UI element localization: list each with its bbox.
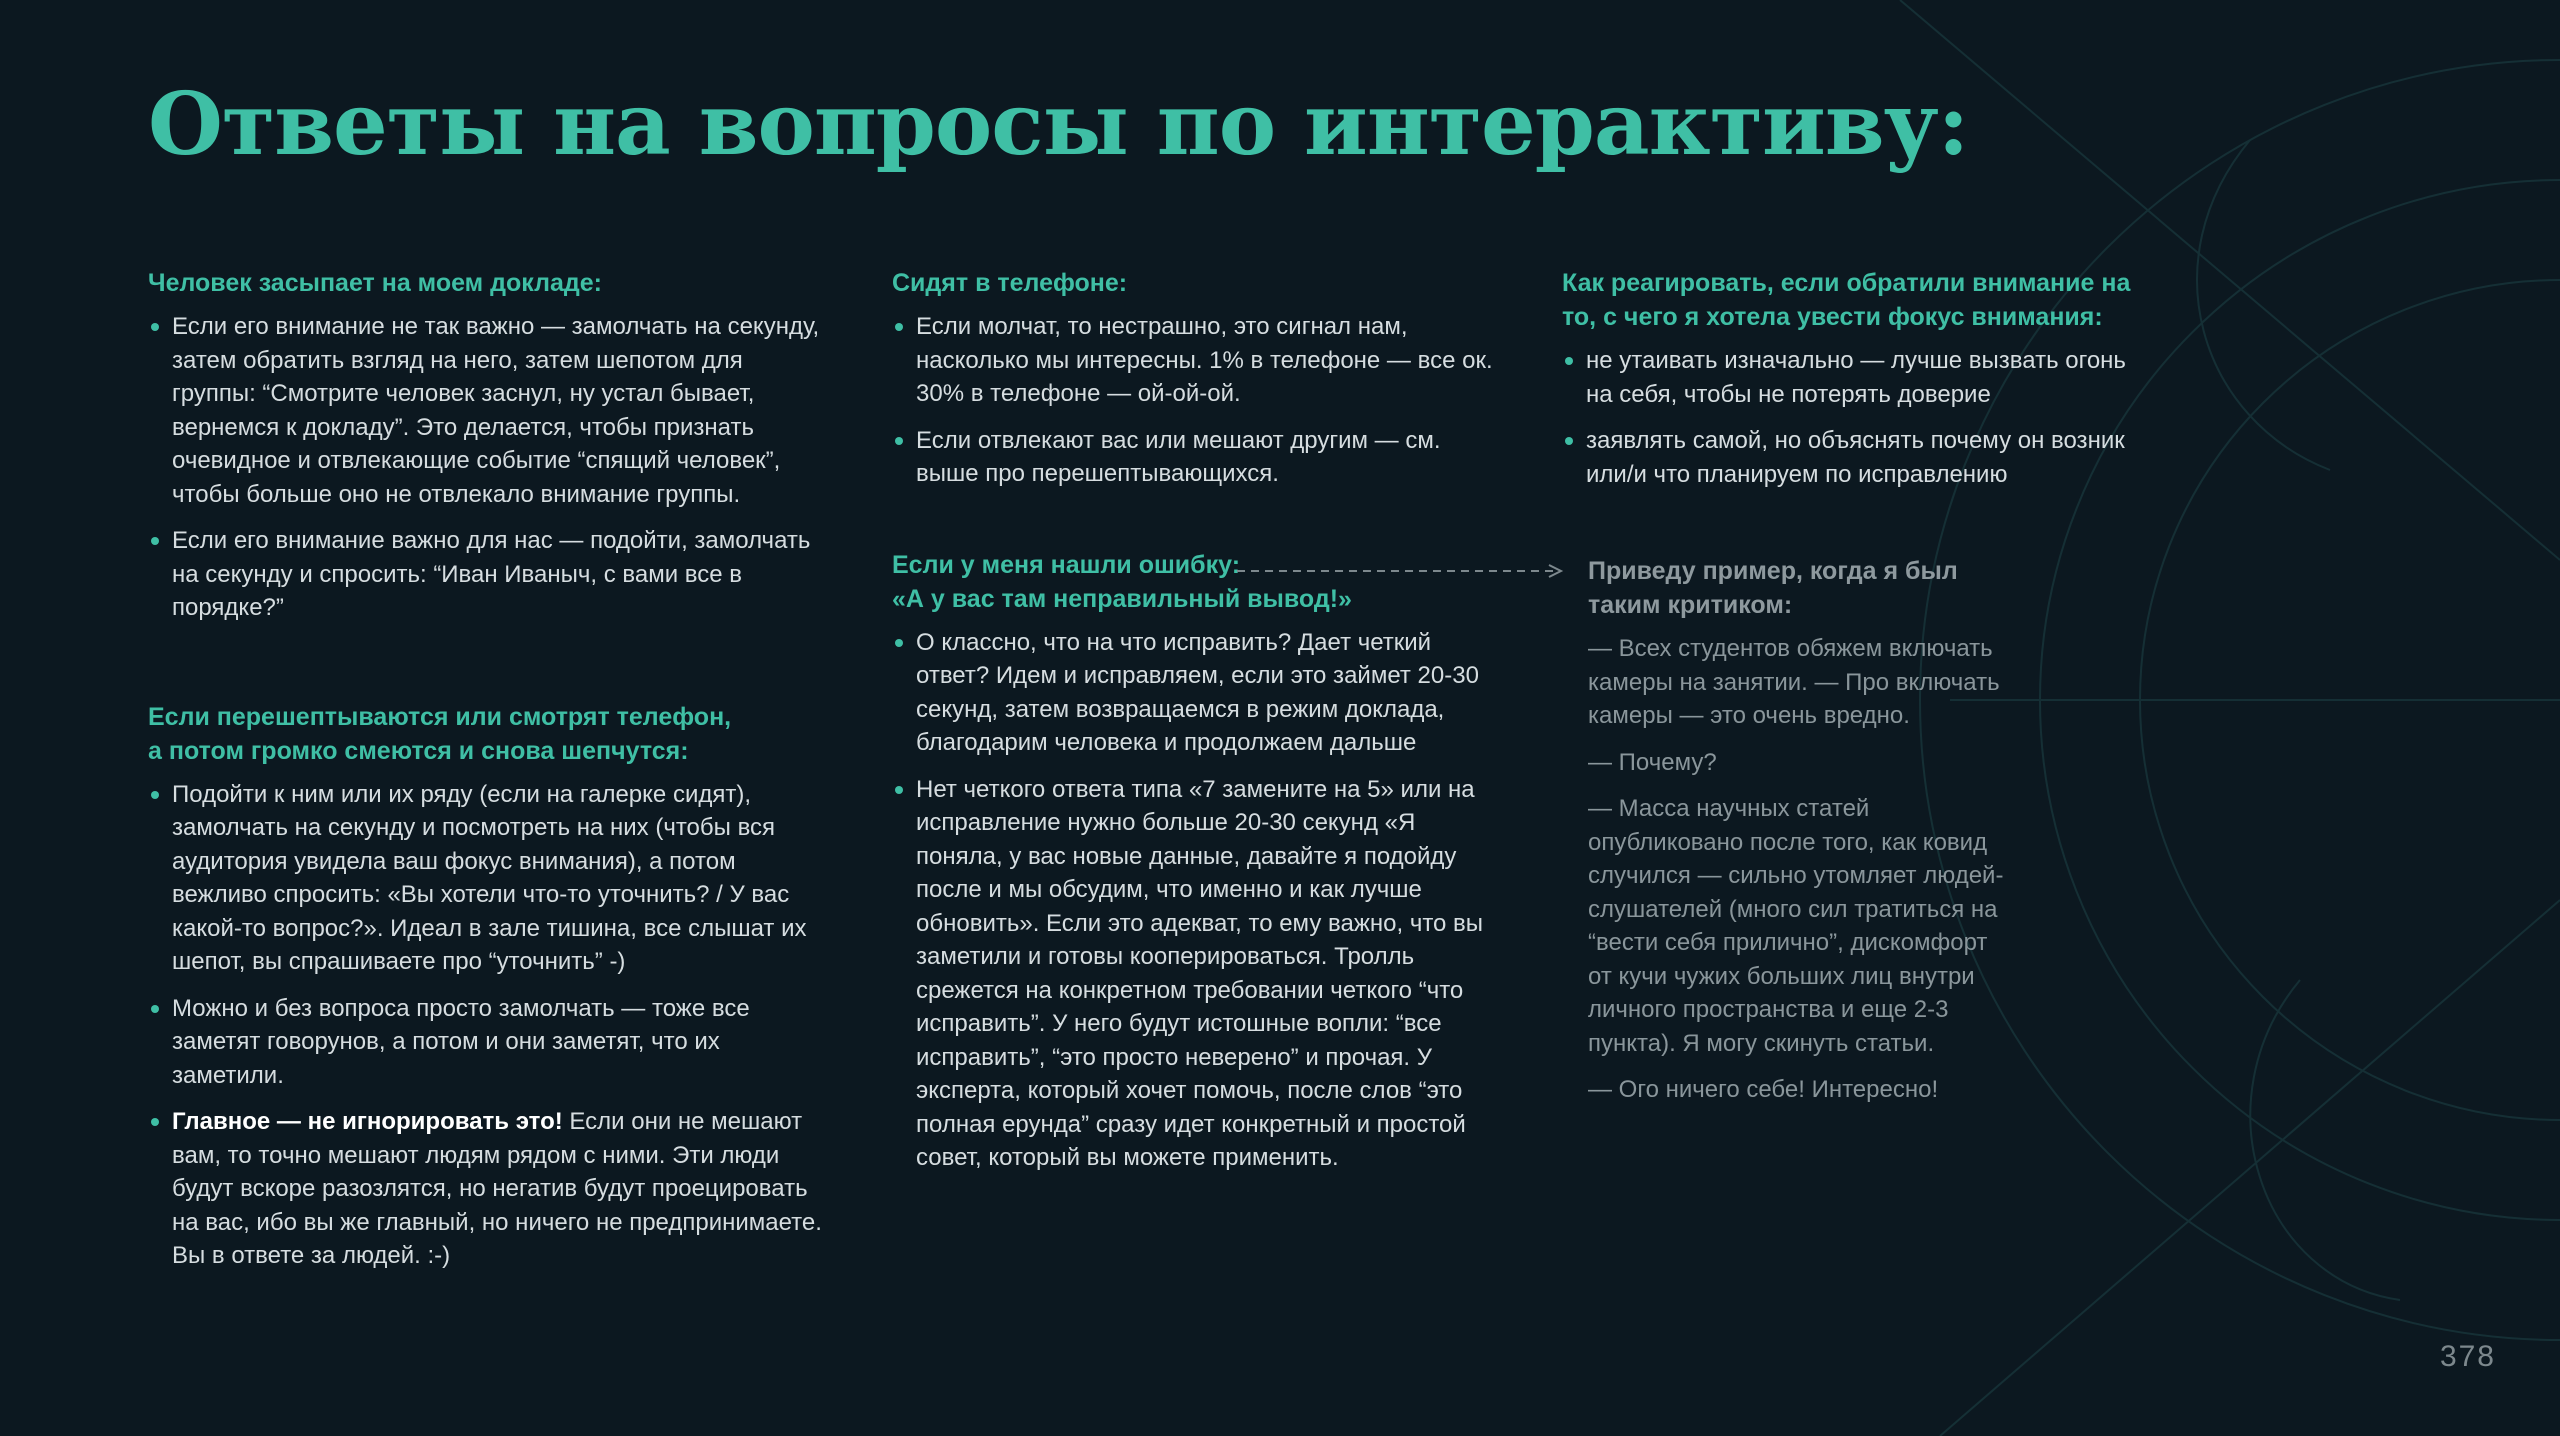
column-phones-and-errors [892,266,1502,1188]
list-item: Нет четкого ответа типа «7 замените на 5» или на исправление нужно больше 20-30 секунд «Я поняла, у вас новые данные, давайте я подойду после и мы обсудим, что именно и как лучше обновить». Если это адекват, то ему важно, что вы заметили и готовы кооперироваться. Тролль срежется на конкретном требовании четкого “что исправить”. У него будут истошные вопли: “все исправить”, “это просто неверено” и прочая. У эксперта, который хочет помочь, после слов “это полная ерунда” сразу идет конкретный и простой совет, который вы можете применить. [892,773,1502,1175]
list-item: заявлять самой, но объяснять почему он возник или/и что планируем по исправлению [1562,424,2142,491]
list-phones [892,310,1502,491]
heading-line: «А у вас там неправильный вывод!» [892,584,1352,613]
dashed-arrow-icon [1237,561,1567,581]
list-errors [892,626,1502,1175]
list-item: Если отвлекают вас или мешают другим — см. выше про перешептывающихся. [892,424,1502,491]
list-item: Подойти к ним или их ряду (если на галерке сидят), замолчать на секунду и посмотреть на них (чтобы вся аудитория увидела ваш фокус внимания), а потом вежливо спросить: «Вы хотели что-то уточнить? / У вас какой-то вопрос?». Идеал в зале тишина, все слышат их шепот, вы спрашиваете про “уточнить” -) [148,778,828,979]
heading-line: Приведу пример, когда я был [1588,557,1958,585]
heading-line: то, с чего я хотела увести фокус внимания: [1562,303,2103,331]
list-item-text: Если они не мешают вам, то точно мешают людям рядом с ними. Эти люди будут вскоре разозлятся, но негатив будут проецировать на вас, ибо вы же главный, но ничего не предпринимаете. Вы в ответе за людей. :-) [172,1108,822,1269]
heading-line: а потом громко смеются и снова шепчутся: [148,736,689,765]
dialog-line: — Масса научных статей опубликовано после того, как ковид случился — сильно утомляет людей-слушателей (много сил тратиться на “вести себя прилично”, дискомфорт от кучи чужих больших лиц внутри личного пространства и еще 2-3 пункта). Я могу скинуть статьи. [1588,795,2004,1057]
heading-line: таким критиком: [1588,591,1793,619]
dialog-example [1588,632,2008,1107]
list-sleeping [148,310,828,625]
column-critic-example [1588,554,2008,1120]
list-item [148,1105,828,1273]
section-heading-whispering [148,700,828,768]
list-item: О классно, что на что исправить? Дает четкий ответ? Идем и исправляем, если это займет 20-30 секунд, затем возвращаемся в режим доклада, благодарим человека и продолжаем дальше [892,626,1502,760]
section-heading-phones: Сидят в телефоне: [892,269,1128,297]
section-heading-critic [1588,554,2008,622]
list-item: Если молчат, то нестрашно, это сигнал нам, насколько мы интересны. 1% в телефоне — все ок. 30% в телефоне — ой-ой-ой. [892,310,1502,411]
emphasis-text: Главное — не игнорировать это! [172,1108,563,1135]
list-item: Если его внимание не так важно — замолчать на секунду, затем обратить взгляд на него, затем шепотом для группы: “Смотрите человек заснул, ну устал бывает, вернемся к докладу”. Это делается, чтобы признать очевидное и отвлекающие событие “спящий человек”, чтобы больше оно не отвлекало внимание группы. [148,310,828,511]
dialog-line: — Всех студентов обяжем включать камеры на занятии. — Про включать камеры — это очень вредно. [1588,635,2000,729]
list-item: Если его внимание важно для нас — подойти, замолчать на секунду и спросить: “Иван Иваныч, с вами все в порядке?” [148,524,828,625]
section-heading-focus [1562,266,2142,334]
column-sleeping-listener [148,266,828,1286]
list-focus [1562,344,2142,491]
list-item: не утаивать изначально — лучше вызвать огонь на себя, чтобы не потерять доверие [1562,344,2142,411]
heading-line: Как реагировать, если обратили внимание на [1562,269,2131,297]
dialog-line: — Почему? [1588,748,1717,776]
heading-line: Если у меня нашли ошибку: [892,550,1241,579]
dialog-line: — Ого ничего себе! Интересно! [1588,1076,1939,1103]
section-heading-sleeping: Человек засыпает на моем докладе: [148,269,602,297]
list-item: Можно и без вопроса просто замолчать — тоже все заметят говорунов, а потом и они заметят, что их заметили. [148,992,828,1093]
page-title: Ответы на вопросы по интерактиву: [148,74,1969,175]
column-focus-attention [1562,266,2142,504]
page-number: 378 [2439,1340,2496,1373]
list-whispering [148,778,828,1273]
heading-line: Если перешептываются или смотрят телефон, [148,702,732,731]
section-heading-errors [892,548,1502,616]
